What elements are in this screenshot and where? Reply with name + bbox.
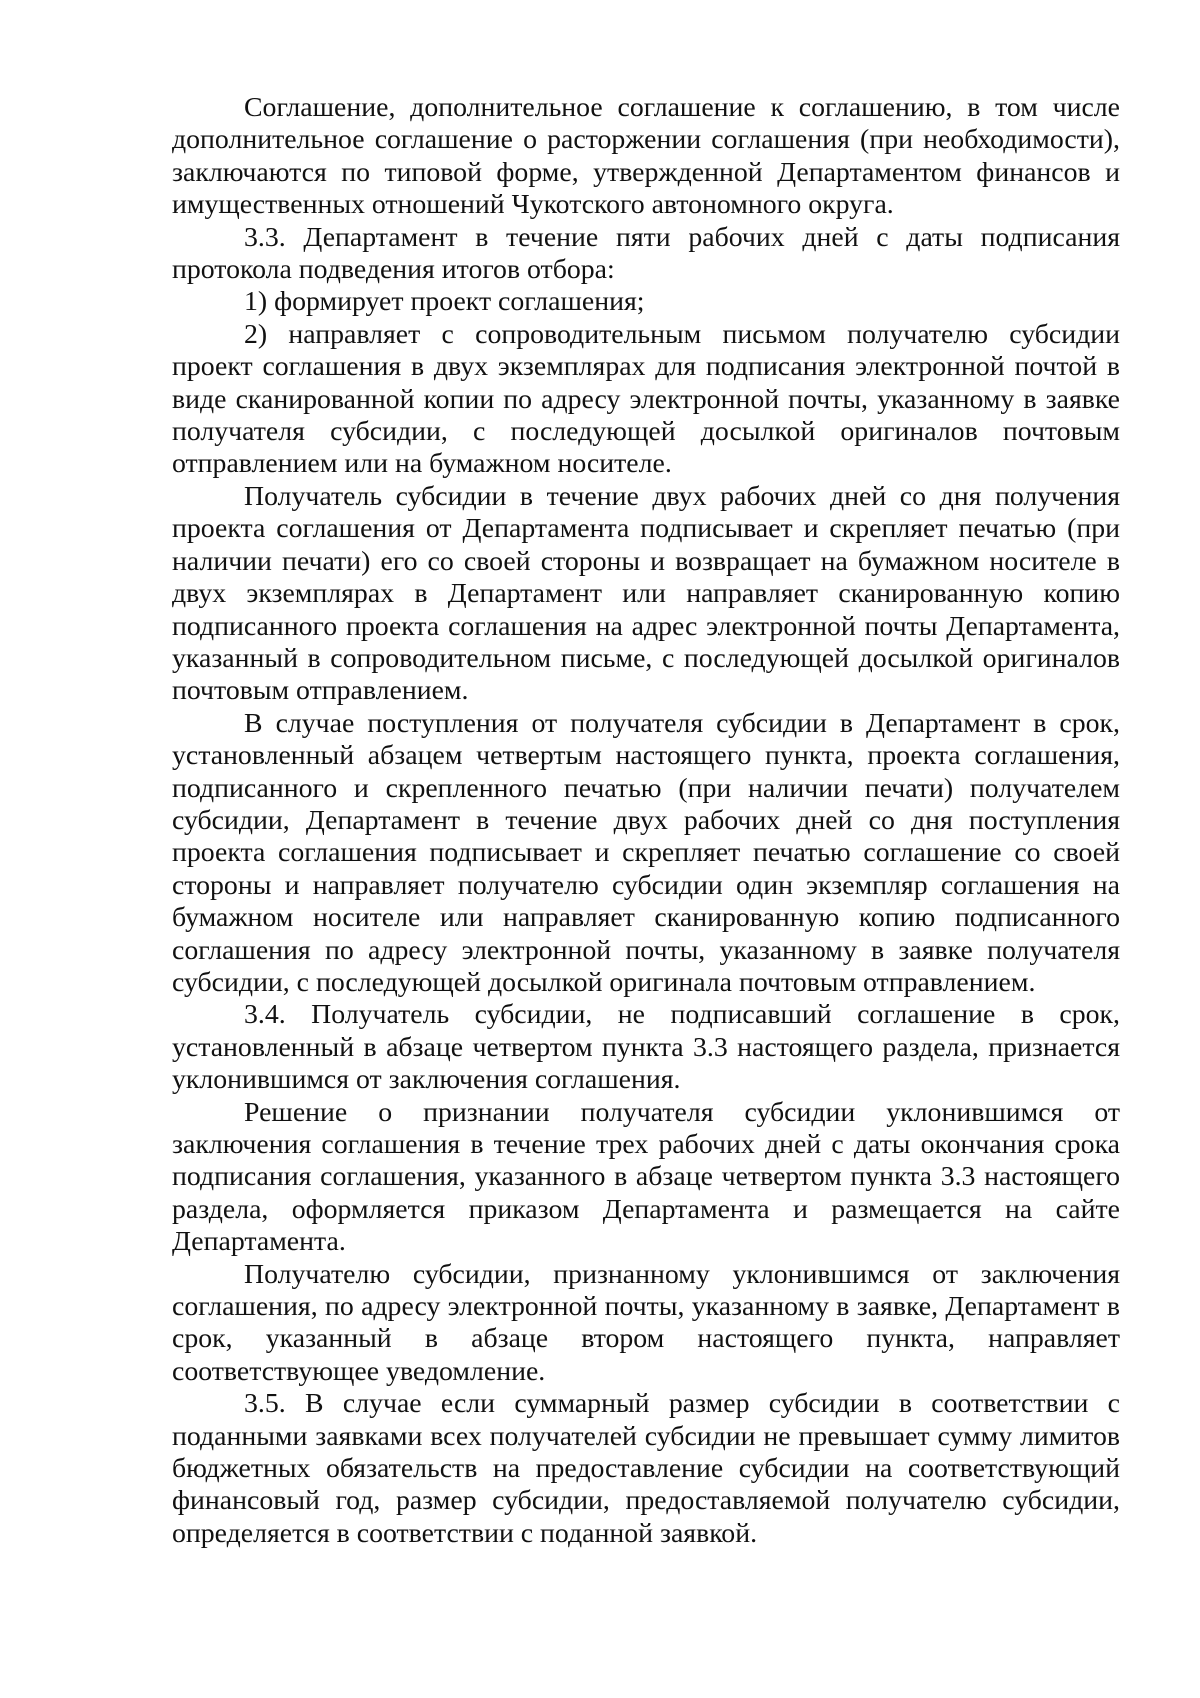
paragraph-recipient-signing: Получатель субсидии в течение двух рабочих дней со дня получения проекта соглашения от Департамента подписывает и скрепляет печатью (при наличии печати) его со своей стороны и возвращает на бумажном носителе в двух экземплярах в Департамент или направляет сканированную копию подписанного проекта соглашения на адрес электронной почты Департамента, указанный в сопроводительном письме, с последующей досылкой оригиналов почтовым отправлением. [172, 480, 1120, 707]
paragraph-clause-3-5: 3.5. В случае если суммарный размер субсидии в соответствии с поданными заявками всех получателей субсидии не превышает сумму лимитов бюджетных обязательств на предоставление субсидии на соответствующий финансовый год, размер субсидии, предоставляемой получателю субсидии, определяется в соответствии с поданной заявкой. [172, 1388, 1120, 1549]
paragraph-agreement-form: Соглашение, дополнительное соглашение к соглашению, в том числе дополнительное соглашение о расторжении соглашения (при необходимости), заключаются по типовой форме, утвержденной Департаментом финансов и имущественных отношений Чукотского автономного округа. [172, 92, 1120, 221]
document-page [172, 92, 1120, 1550]
paragraph-evasion-notice: Получателю субсидии, признанному уклонившимся от заключения соглашения, по адресу электронной почты, указанному в заявке, Департамент в срок, указанный в абзаце втором настоящего пункта, направляет соответствующее уведомление. [172, 1258, 1120, 1387]
paragraph-evasion-decision: Решение о признании получателя субсидии уклонившимся от заключения соглашения в течение трех рабочих дней с даты окончания срока подписания соглашения, указанного в абзаце четвертом пункта 3.3 настоящего раздела, оформляется приказом Департамента и размещается на сайте Департамента. [172, 1096, 1120, 1258]
paragraph-clause-3-3-item-2: 2) направляет с сопроводительным письмом получателю субсидии проект соглашения в двух экземплярах для подписания электронной почтой в виде сканированной копии по адресу электронной почты, указанному в заявке получателя субсидии, с последующей досылкой оригиналов почтовым отправлением или на бумажном носителе. [172, 318, 1120, 480]
paragraph-clause-3-4: 3.4. Получатель субсидии, не подписавший соглашение в срок, установленный в абзаце четвертом пункта 3.3 настоящего раздела, признается уклонившимся от заключения соглашения. [172, 999, 1120, 1096]
paragraph-clause-3-3-item-1: 1) формирует проект соглашения; [244, 286, 645, 318]
paragraph-department-signing: В случае поступления от получателя субсидии в Департамент в срок, установленный абзацем четвертым настоящего пункта, проекта соглашения, подписанного и скрепленного печатью (при наличии печати) получателем субсидии, Департамент в течение двух рабочих дней со дня поступления проекта соглашения подписывает и скрепляет печатью соглашение со своей стороны и направляет получателю субсидии один экземпляр соглашения на бумажном носителе или направляет сканированную копию подписанного соглашения по адресу электронной почты, указанному в заявке получателя субсидии, с последующей досылкой оригинала почтовым отправлением. [172, 707, 1120, 998]
paragraph-clause-3-3: 3.3. Департамент в течение пяти рабочих дней с даты подписания протокола подведения итогов отбора: [172, 221, 1120, 286]
